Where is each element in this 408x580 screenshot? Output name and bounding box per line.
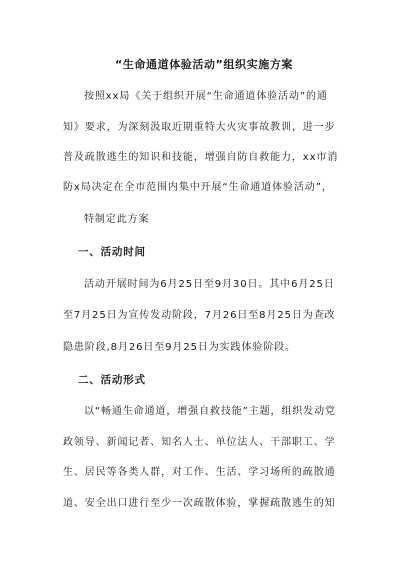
section-2-heading: 二、活动形式 bbox=[78, 374, 146, 386]
section-2-line-1: 以“畅通生命通道，增强自救技能”主题，组织发动党 bbox=[84, 406, 336, 417]
intro-line-3: 普及疏散逃生的知识和技能，增强自防自救能力，xx市消 bbox=[63, 152, 339, 163]
section-1-line-1: 活动开展时间为6月25日至9月30日。其中6月25日 bbox=[84, 279, 335, 290]
section-2-line-3: 生、居民等各类人群，对工作、生活、学习场所的疏散通 bbox=[63, 467, 336, 478]
section-1-heading: 一、活动时间 bbox=[78, 246, 146, 258]
section-2-line-4: 道、安全出口进行至少一次疏散体验，掌握疏散逃生的知 bbox=[63, 498, 336, 509]
intro-line-5: 特制定此方案 bbox=[84, 214, 150, 225]
section-2-line-2: 政领导、新闻记者、知名人士、单位法人、干部职工、学 bbox=[63, 437, 336, 448]
intro-line-2: 知》要求，为深刻汲取近期重特大火灾事故教训，进一步 bbox=[63, 122, 336, 133]
document-title: “生命通道体验活动”组织实施方案 bbox=[114, 58, 294, 71]
intro-line-1: 按照xx局《关于组织开展“生命通道体验活动”的通 bbox=[84, 91, 328, 102]
intro-line-4: 防x局决定在全市范围内集中开展“生命通道体验活动”， bbox=[63, 182, 333, 193]
section-1-line-2: 至7月25日为宣传发动阶段，7月26日至8月25日为查改 bbox=[63, 310, 336, 321]
section-1-line-3: 隐患阶段,8月26日至9月25日为实践体验阶段。 bbox=[63, 342, 296, 353]
